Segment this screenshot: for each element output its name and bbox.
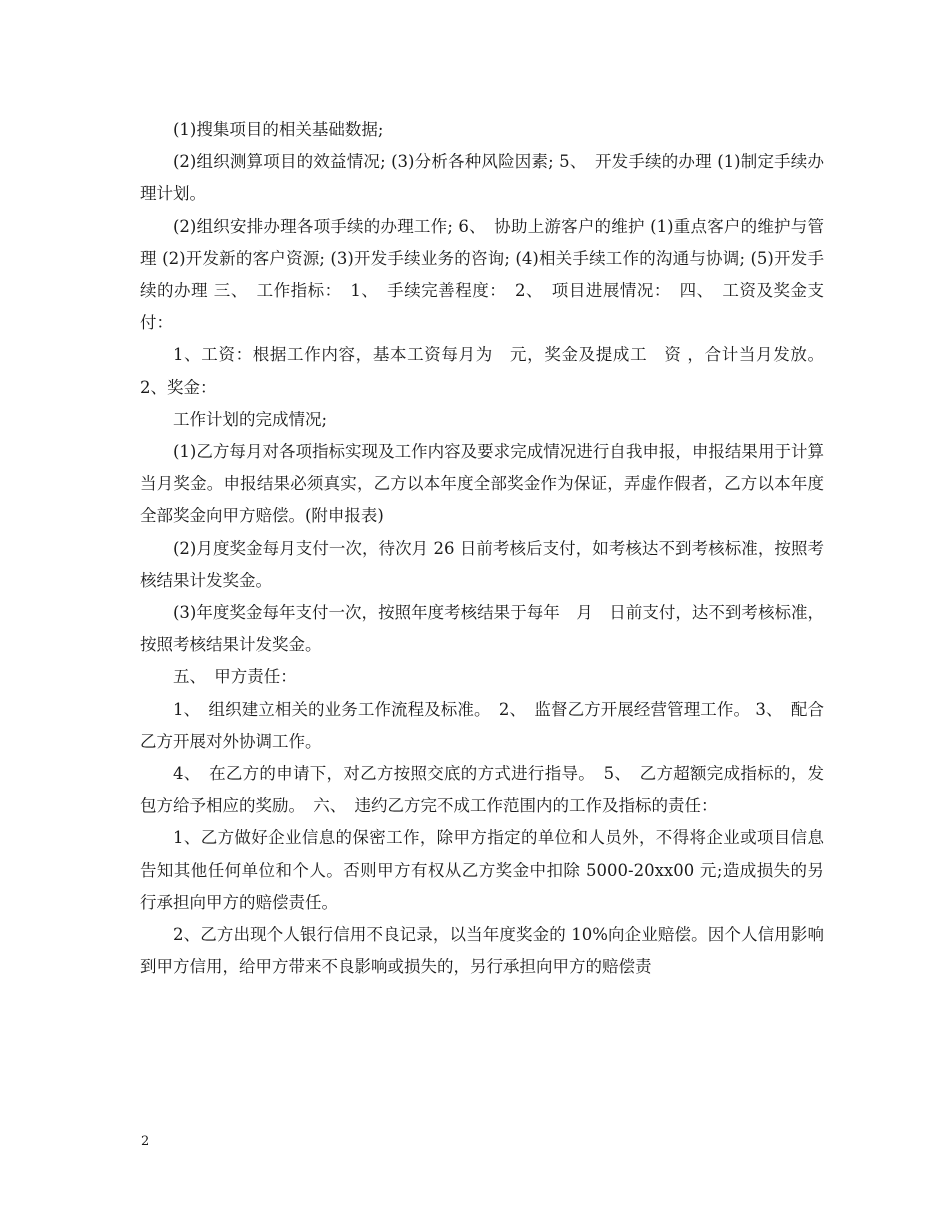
paragraph-11: 4、 在乙方的申请下，对乙方按照交底的方式进行指导。 5、 乙方超额完成指标的，发包方给予相应的奖励。 六、 违约乙方完不成工作范围内的工作及指标的责任： bbox=[140, 764, 824, 816]
paragraph-7: (2)月度奖金每月支付一次，待次月 26 日前考核后支付，如考核达不到考核标准，按照考核结果计发奖金。 bbox=[140, 538, 824, 590]
document-body bbox=[140, 114, 824, 983]
paragraph-12: 1、乙方做好企业信息的保密工作，除甲方指定的单位和人员外，不得将企业或项目信息告知其他任何单位和个人。否则甲方有权从乙方奖金中扣除 5000-20xx00 元;造成损失的另行承担向甲方的赔偿责任。 bbox=[140, 828, 824, 912]
paragraph-2: (2)组织测算项目的效益情况; (3)分析各种风险因素; 5、 开发手续的办理 (1)制定手续办理计划。 bbox=[140, 152, 824, 204]
paragraph-4: 1、工资：根据工作内容，基本工资每月为 元，奖金及提成工 资 ，合计当月发放。 2、奖金： bbox=[140, 345, 824, 397]
paragraph-8: (3)年度奖金每年支付一次，按照年度考核结果于每年 月 日前支付，达不到考核标准，按照考核结果计发奖金。 bbox=[140, 603, 824, 655]
paragraph-5: 工作计划的完成情况; bbox=[173, 409, 328, 429]
paragraph-6: (1)乙方每月对各项指标实现及工作内容及要求完成情况进行自我申报，申报结果用于计算当月奖金。申报结果必须真实，乙方以本年度全部奖金作为保证，弄虚作假者，乙方以本年度全部奖金向甲方赔偿。(附申报表) bbox=[140, 442, 824, 526]
paragraph-13: 2、乙方出现个人银行信用不良记录，以当年度奖金的 10%向企业赔偿。因个人信用影响到甲方信用，给甲方带来不良影响或损失的，另行承担向甲方的赔偿责 bbox=[140, 925, 824, 977]
paragraph-3: (2)组织安排办理各项手续的办理工作; 6、 协助上游客户的维护 (1)重点客户的维护与管理 (2)开发新的客户资源; (3)开发手续业务的咨询; (4)相关手续工作的沟通与协调; (5)开发手续的办理 三、 工作指标： 1、 手续完善程度： 2、 项目进展情况： 四、 工资及奖金支付： bbox=[140, 216, 824, 333]
paragraph-10: 1、 组织建立相关的业务工作流程及标准。 2、 监督乙方开展经营管理工作。 3、 配合乙方开展对外协调工作。 bbox=[140, 699, 824, 751]
paragraph-1: (1)搜集项目的相关基础数据; bbox=[173, 120, 384, 139]
page-number: 2 bbox=[141, 1134, 150, 1149]
paragraph-9: 五、 甲方责任： bbox=[173, 667, 297, 687]
